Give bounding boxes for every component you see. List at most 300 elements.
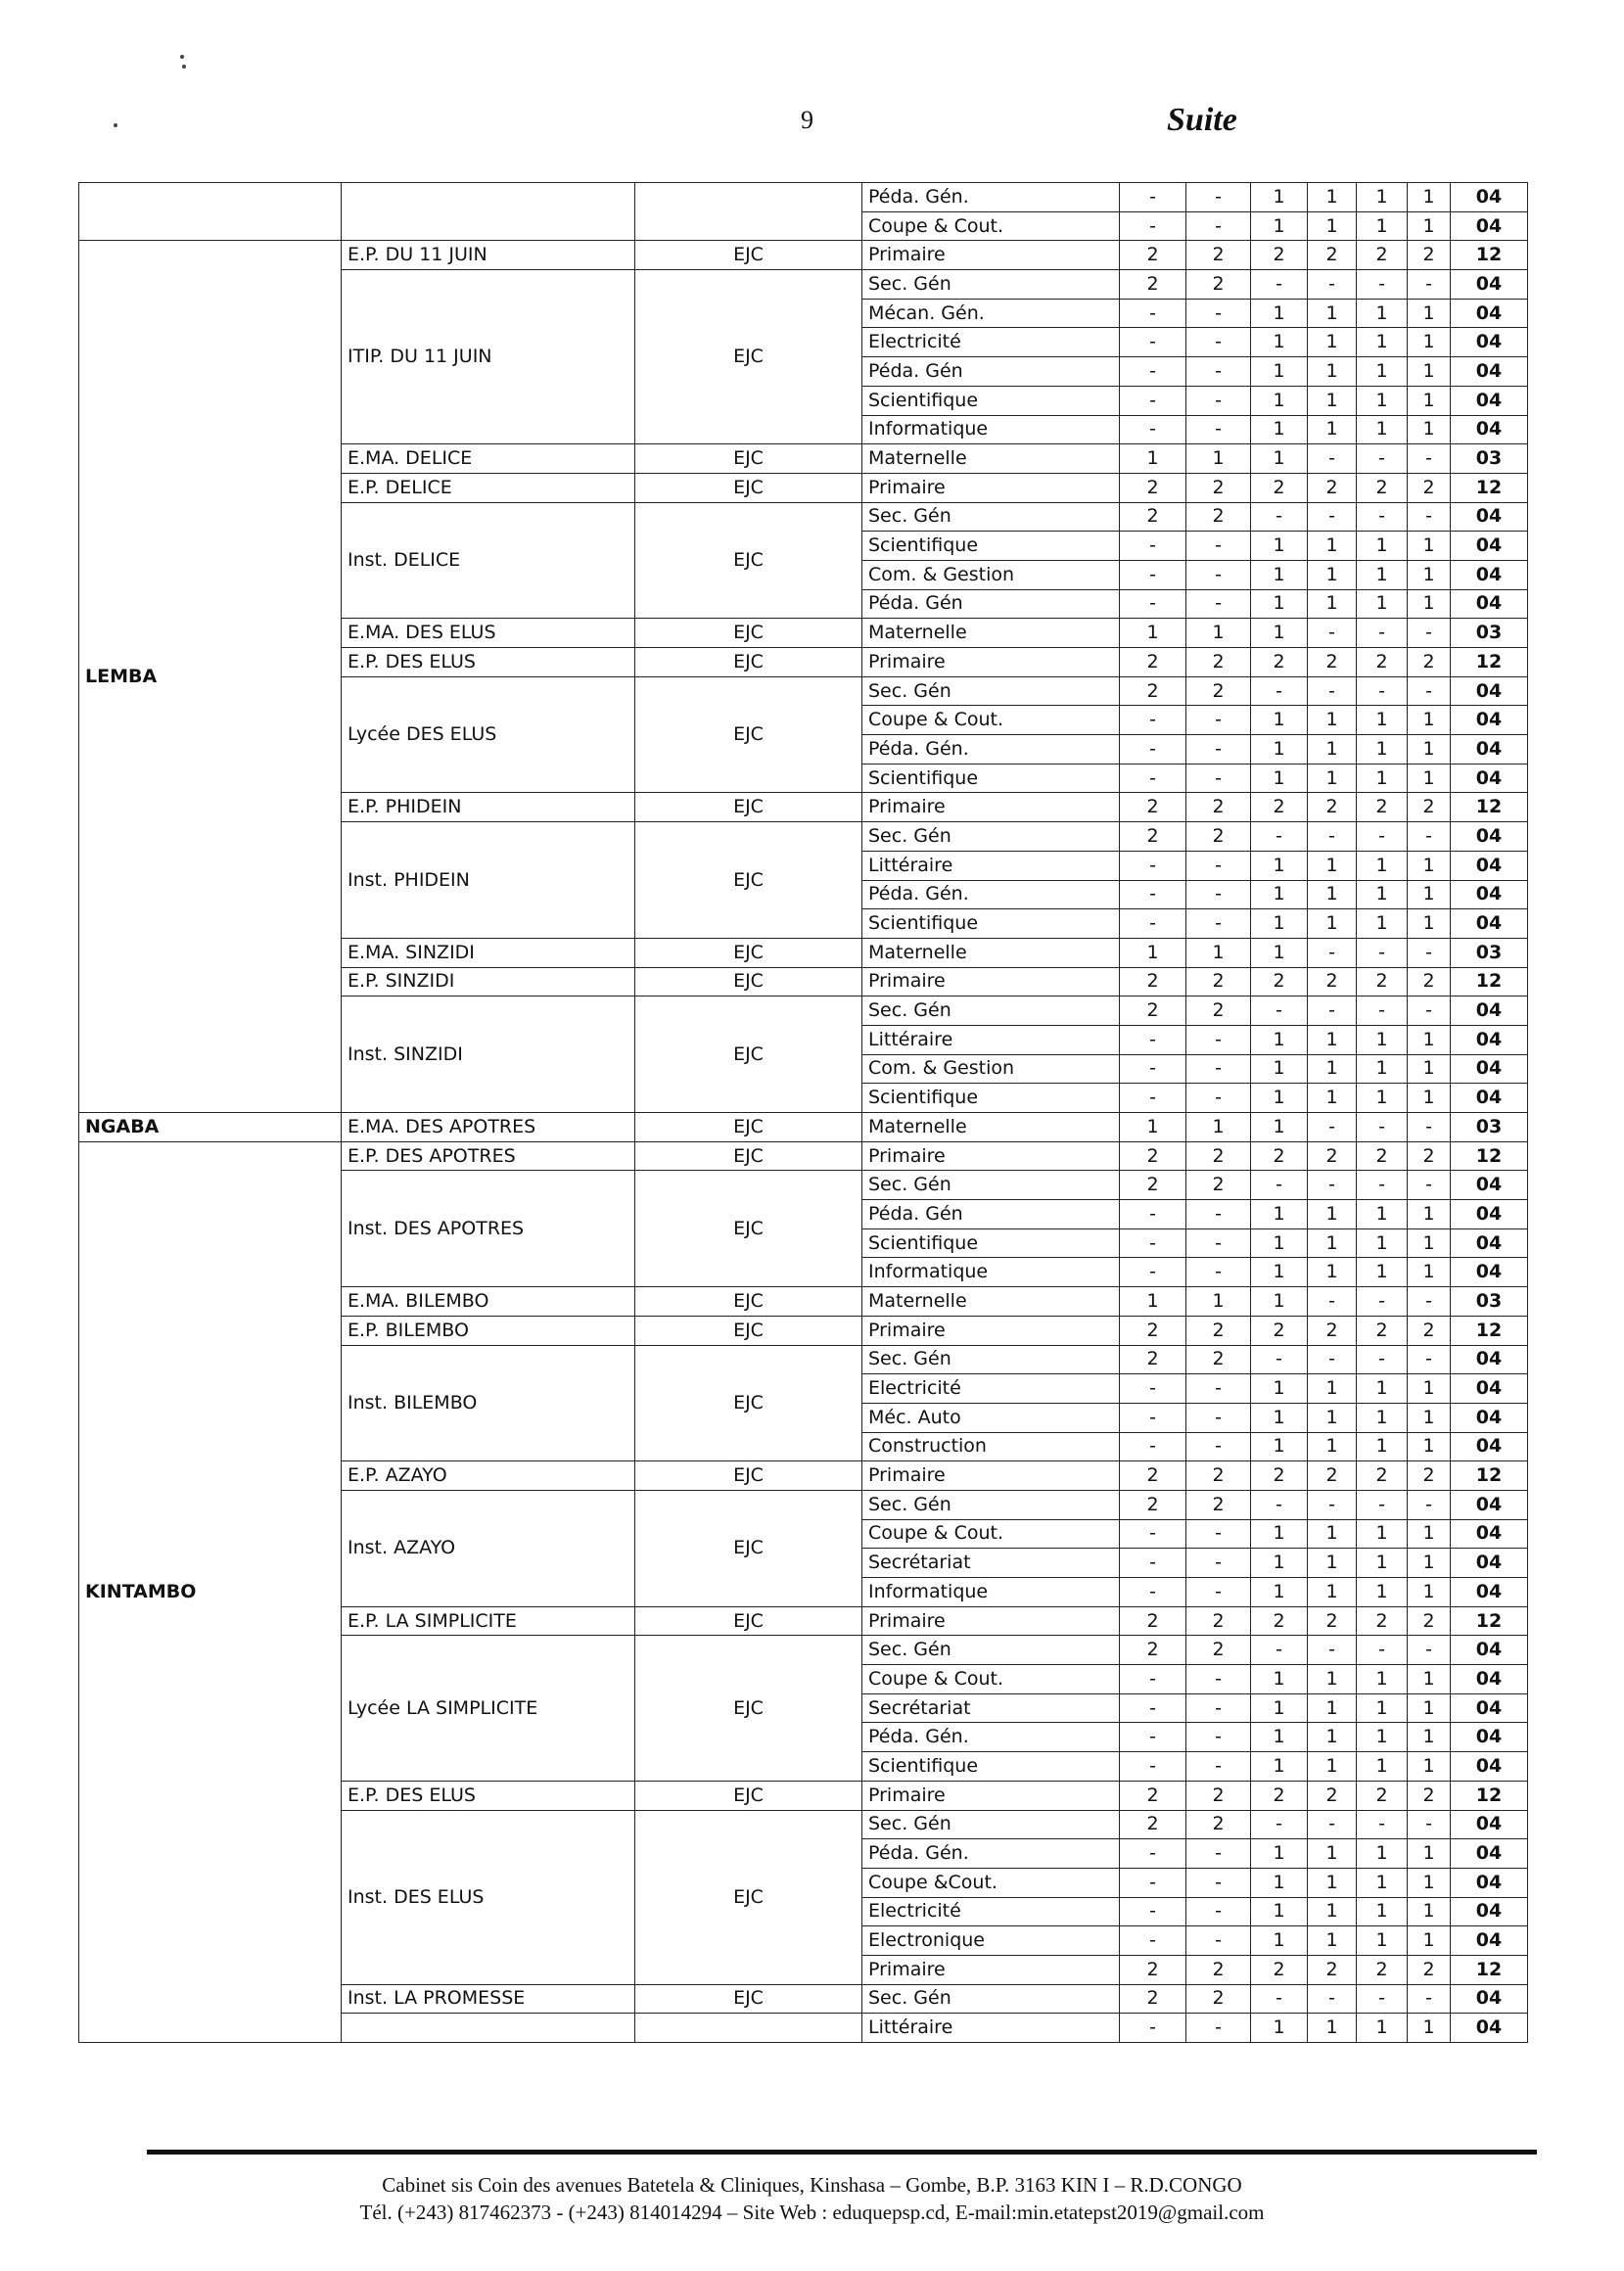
class-count-cell: -	[1408, 1345, 1451, 1374]
class-count-cell: -	[1408, 1636, 1451, 1665]
regime-cell: EJC	[635, 822, 862, 939]
class-count-cell: 1	[1408, 706, 1451, 735]
class-count-cell: -	[1120, 1752, 1186, 1782]
class-count-cell: 2	[1408, 473, 1451, 502]
class-count-cell: -	[1186, 1926, 1251, 1956]
total-cell: 04	[1451, 1839, 1528, 1869]
class-count-cell: 2	[1408, 1955, 1451, 1984]
option-cell: Electricité	[862, 328, 1120, 357]
option-cell: Méc. Auto	[862, 1403, 1120, 1432]
schools-table-body	[79, 183, 1528, 2043]
total-cell: 04	[1451, 1084, 1528, 1113]
school-name-cell: E.MA. SINZIDI	[342, 938, 635, 967]
class-count-cell: 2	[1186, 676, 1251, 706]
class-count-cell: -	[1186, 735, 1251, 765]
option-cell: Electricité	[862, 1374, 1120, 1404]
option-cell: Péda. Gén.	[862, 1839, 1120, 1869]
class-count-cell: -	[1251, 1171, 1308, 1200]
total-cell: 12	[1451, 1955, 1528, 1984]
class-count-cell: 2	[1408, 793, 1451, 822]
class-count-cell: 2	[1120, 1141, 1186, 1171]
class-count-cell: 1	[1357, 1578, 1408, 1607]
class-count-cell: -	[1251, 1345, 1308, 1374]
scan-mark	[114, 123, 117, 127]
class-count-cell: 2	[1308, 473, 1357, 502]
class-count-cell: 1	[1251, 938, 1308, 967]
class-count-cell: 1	[1251, 1752, 1308, 1782]
total-cell: 12	[1451, 793, 1528, 822]
class-count-cell: 1	[1408, 764, 1451, 793]
total-cell: 04	[1451, 1054, 1528, 1084]
total-cell: 04	[1451, 764, 1528, 793]
option-cell: Péda. Gén.	[862, 880, 1120, 909]
class-count-cell: 2	[1357, 1141, 1408, 1171]
class-count-cell: 2	[1251, 1141, 1308, 1171]
scan-mark	[182, 65, 186, 69]
class-count-cell: 2	[1408, 1606, 1451, 1636]
option-cell: Secrétariat	[862, 1693, 1120, 1723]
class-count-cell: 2	[1408, 241, 1451, 270]
class-count-cell: -	[1120, 1549, 1186, 1578]
class-count-cell: 1	[1251, 328, 1308, 357]
class-count-cell: -	[1308, 1490, 1357, 1519]
class-count-cell: 1	[1357, 1665, 1408, 1694]
regime-cell: EJC	[635, 648, 862, 677]
class-count-cell: 2	[1251, 967, 1308, 996]
option-cell: Littéraire	[862, 851, 1120, 880]
class-count-cell: 1	[1308, 211, 1357, 241]
class-count-cell: -	[1186, 1054, 1251, 1084]
total-cell: 03	[1451, 619, 1528, 648]
class-count-cell: -	[1186, 909, 1251, 939]
total-cell: 04	[1451, 2014, 1528, 2043]
regime-cell: EJC	[635, 1316, 862, 1345]
class-count-cell: -	[1408, 502, 1451, 532]
class-count-cell: -	[1120, 909, 1186, 939]
school-name-cell: E.MA. BILEMBO	[342, 1287, 635, 1317]
school-name-cell: E.P. AZAYO	[342, 1461, 635, 1491]
class-count-cell: 1	[1308, 589, 1357, 619]
class-count-cell: 2	[1251, 1316, 1308, 1345]
option-cell: Péda. Gén	[862, 1200, 1120, 1229]
option-cell: Sec. Gén	[862, 1490, 1120, 1519]
class-count-cell: 1	[1251, 909, 1308, 939]
class-count-cell: 1	[1408, 1693, 1451, 1723]
class-count-cell: 2	[1186, 1345, 1251, 1374]
class-count-cell: -	[1308, 1345, 1357, 1374]
class-count-cell: -	[1120, 764, 1186, 793]
total-cell: 04	[1451, 532, 1528, 561]
class-count-cell: 1	[1357, 1200, 1408, 1229]
total-cell: 04	[1451, 1578, 1528, 1607]
class-count-cell: 2	[1408, 1461, 1451, 1491]
regime-cell: EJC	[635, 967, 862, 996]
class-count-cell: -	[1408, 619, 1451, 648]
class-count-cell: -	[1186, 1868, 1251, 1897]
total-cell: 12	[1451, 648, 1528, 677]
class-count-cell: -	[1120, 1025, 1186, 1054]
class-count-cell: 2	[1408, 1141, 1451, 1171]
class-count-cell: 2	[1251, 473, 1308, 502]
class-count-cell: 2	[1186, 967, 1251, 996]
class-count-cell: 1	[1408, 1084, 1451, 1113]
class-count-cell: 1	[1357, 1025, 1408, 1054]
regime-cell: EJC	[635, 1810, 862, 1984]
class-count-cell: 1	[1251, 1228, 1308, 1258]
class-count-cell: 1	[1251, 1432, 1308, 1461]
class-count-cell: 2	[1120, 473, 1186, 502]
class-count-cell: 1	[1251, 1578, 1308, 1607]
class-count-cell: 2	[1357, 1781, 1408, 1810]
class-count-cell: 2	[1120, 793, 1186, 822]
option-cell: Péda. Gén.	[862, 735, 1120, 765]
class-count-cell: 2	[1308, 1955, 1357, 1984]
table-row	[79, 1113, 1528, 1142]
class-count-cell: 1	[1408, 1868, 1451, 1897]
total-cell: 04	[1451, 1636, 1528, 1665]
option-cell: Scientifique	[862, 386, 1120, 415]
option-cell: Maternelle	[862, 444, 1120, 474]
option-cell: Primaire	[862, 1955, 1120, 1984]
class-count-cell: 2	[1186, 1810, 1251, 1839]
option-cell: Maternelle	[862, 1113, 1120, 1142]
total-cell: 03	[1451, 1113, 1528, 1142]
class-count-cell: 1	[1308, 1723, 1357, 1752]
class-count-cell: 2	[1186, 473, 1251, 502]
class-count-cell: 1	[1251, 1403, 1308, 1432]
option-cell: Primaire	[862, 241, 1120, 270]
class-count-cell: 2	[1251, 648, 1308, 677]
total-cell: 04	[1451, 1519, 1528, 1549]
class-count-cell: -	[1186, 1432, 1251, 1461]
class-count-cell: 1	[1251, 386, 1308, 415]
class-count-cell: 1	[1357, 1549, 1408, 1578]
school-name-cell: E.P. DELICE	[342, 473, 635, 502]
class-count-cell: -	[1120, 328, 1186, 357]
class-count-cell: 1	[1408, 1025, 1451, 1054]
class-count-cell: -	[1308, 938, 1357, 967]
class-count-cell: -	[1186, 1228, 1251, 1258]
class-count-cell: -	[1308, 1287, 1357, 1317]
class-count-cell: -	[1186, 1200, 1251, 1229]
class-count-cell: 1	[1308, 1868, 1357, 1897]
option-cell: Primaire	[862, 967, 1120, 996]
class-count-cell: -	[1186, 764, 1251, 793]
class-count-cell: 1	[1408, 880, 1451, 909]
class-count-cell: 2	[1120, 1490, 1186, 1519]
option-cell: Construction	[862, 1432, 1120, 1461]
class-count-cell: 1	[1251, 1025, 1308, 1054]
class-count-cell: 1	[1357, 909, 1408, 939]
class-count-cell: 2	[1357, 967, 1408, 996]
class-count-cell: 2	[1120, 967, 1186, 996]
class-count-cell: -	[1186, 851, 1251, 880]
option-cell: Scientifique	[862, 1228, 1120, 1258]
table-row	[79, 183, 1528, 212]
class-count-cell: 1	[1308, 1693, 1357, 1723]
class-count-cell: 1	[1251, 1693, 1308, 1723]
class-count-cell: -	[1186, 1374, 1251, 1404]
option-cell: Scientifique	[862, 764, 1120, 793]
class-count-cell: -	[1120, 1665, 1186, 1694]
class-count-cell: 1	[1251, 183, 1308, 212]
total-cell: 04	[1451, 270, 1528, 300]
class-count-cell: 1	[1408, 211, 1451, 241]
class-count-cell: 1	[1357, 299, 1408, 328]
option-cell: Primaire	[862, 1141, 1120, 1171]
class-count-cell: 2	[1120, 996, 1186, 1026]
class-count-cell: -	[1186, 1519, 1251, 1549]
total-cell: 04	[1451, 560, 1528, 589]
total-cell: 12	[1451, 1316, 1528, 1345]
school-name-cell: Inst. LA PROMESSE	[342, 1984, 635, 2014]
class-count-cell: 1	[1357, 183, 1408, 212]
class-count-cell: 1	[1308, 532, 1357, 561]
class-count-cell: 1	[1251, 1519, 1308, 1549]
class-count-cell: 1	[1251, 211, 1308, 241]
class-count-cell: -	[1357, 1490, 1408, 1519]
class-count-cell: 2	[1251, 1461, 1308, 1491]
total-cell: 04	[1451, 1374, 1528, 1404]
class-count-cell: 1	[1308, 1926, 1357, 1956]
class-count-cell: 1	[1186, 938, 1251, 967]
class-count-cell: -	[1186, 1752, 1251, 1782]
class-count-cell: 2	[1186, 241, 1251, 270]
class-count-cell: -	[1186, 183, 1251, 212]
school-name-cell: Inst. BILEMBO	[342, 1345, 635, 1461]
total-cell: 12	[1451, 967, 1528, 996]
class-count-cell: 2	[1308, 1606, 1357, 1636]
class-count-cell: 2	[1308, 793, 1357, 822]
option-cell: Electricité	[862, 1897, 1120, 1926]
class-count-cell: -	[1186, 1723, 1251, 1752]
school-name-cell: E.P. DES ELUS	[342, 648, 635, 677]
class-count-cell: 1	[1357, 1228, 1408, 1258]
class-count-cell: 2	[1120, 1636, 1186, 1665]
total-cell: 04	[1451, 909, 1528, 939]
class-count-cell: 1	[1408, 1578, 1451, 1607]
class-count-cell: 2	[1186, 1606, 1251, 1636]
class-count-cell: 1	[1308, 764, 1357, 793]
regime-cell: EJC	[635, 996, 862, 1113]
option-cell: Sec. Gén	[862, 676, 1120, 706]
class-count-cell: -	[1186, 2014, 1251, 2043]
total-cell: 04	[1451, 1868, 1528, 1897]
school-name-cell: Inst. PHIDEIN	[342, 822, 635, 939]
table-row	[79, 1141, 1528, 1171]
class-count-cell: 1	[1308, 1228, 1357, 1258]
class-count-cell: 2	[1186, 996, 1251, 1026]
class-count-cell: -	[1357, 822, 1408, 852]
class-count-cell: -	[1357, 1171, 1408, 1200]
class-count-cell: 1	[1251, 532, 1308, 561]
option-cell: Primaire	[862, 1316, 1120, 1345]
class-count-cell: -	[1408, 676, 1451, 706]
school-name-cell: E.P. DES ELUS	[342, 1781, 635, 1810]
class-count-cell: 2	[1120, 241, 1186, 270]
class-count-cell: -	[1186, 328, 1251, 357]
class-count-cell: -	[1408, 1287, 1451, 1317]
option-cell: Informatique	[862, 1258, 1120, 1287]
school-name-cell	[342, 2014, 635, 2043]
class-count-cell: 1	[1408, 909, 1451, 939]
total-cell: 04	[1451, 183, 1528, 212]
class-count-cell: -	[1251, 996, 1308, 1026]
class-count-cell: 2	[1120, 1810, 1186, 1839]
class-count-cell: -	[1120, 1258, 1186, 1287]
class-count-cell: 1	[1357, 415, 1408, 444]
option-cell: Primaire	[862, 1781, 1120, 1810]
class-count-cell: -	[1408, 1113, 1451, 1142]
class-count-cell: 2	[1186, 502, 1251, 532]
class-count-cell: 1	[1357, 1693, 1408, 1723]
regime-cell	[635, 2014, 862, 2043]
class-count-cell: -	[1186, 299, 1251, 328]
class-count-cell: -	[1186, 1403, 1251, 1432]
class-count-cell: -	[1120, 299, 1186, 328]
option-cell: Electronique	[862, 1926, 1120, 1956]
total-cell: 04	[1451, 1171, 1528, 1200]
class-count-cell: -	[1357, 444, 1408, 474]
class-count-cell: -	[1186, 1839, 1251, 1869]
class-count-cell: 2	[1308, 1316, 1357, 1345]
class-count-cell: 2	[1120, 502, 1186, 532]
footer-address: Cabinet sis Coin des avenues Batetela & Cliniques, Kinshasa – Gombe, B.P. 3163 KIN I – R.D.CONGO	[382, 2173, 1242, 2197]
class-count-cell: -	[1186, 1578, 1251, 1607]
class-count-cell: -	[1357, 1984, 1408, 2014]
class-count-cell: -	[1357, 502, 1408, 532]
class-count-cell: 2	[1186, 1141, 1251, 1171]
class-count-cell: 1	[1357, 1839, 1408, 1869]
regime-cell: EJC	[635, 473, 862, 502]
class-count-cell: -	[1186, 560, 1251, 589]
class-count-cell: -	[1408, 1810, 1451, 1839]
class-count-cell: 1	[1357, 1723, 1408, 1752]
class-count-cell: 2	[1120, 648, 1186, 677]
total-cell: 04	[1451, 1432, 1528, 1461]
class-count-cell: -	[1251, 502, 1308, 532]
class-count-cell: -	[1251, 676, 1308, 706]
class-count-cell: 1	[1308, 1897, 1357, 1926]
option-cell: Maternelle	[862, 1287, 1120, 1317]
school-name-cell: Lycée LA SIMPLICITE	[342, 1636, 635, 1781]
total-cell: 12	[1451, 1781, 1528, 1810]
option-cell: Coupe & Cout.	[862, 1665, 1120, 1694]
total-cell: 04	[1451, 880, 1528, 909]
class-count-cell: -	[1186, 880, 1251, 909]
class-count-cell: -	[1120, 183, 1186, 212]
class-count-cell: 1	[1408, 1723, 1451, 1752]
regime-cell: EJC	[635, 1781, 862, 1810]
class-count-cell: -	[1120, 415, 1186, 444]
class-count-cell: 1	[1308, 1374, 1357, 1404]
option-cell: Coupe & Cout.	[862, 211, 1120, 241]
class-count-cell: 1	[1308, 735, 1357, 765]
class-count-cell: 1	[1408, 532, 1451, 561]
class-count-cell: 1	[1120, 1113, 1186, 1142]
regime-cell: EJC	[635, 1345, 862, 1461]
class-count-cell: 1	[1308, 1258, 1357, 1287]
class-count-cell: -	[1357, 996, 1408, 1026]
total-cell: 04	[1451, 706, 1528, 735]
option-cell: Primaire	[862, 1606, 1120, 1636]
class-count-cell: 1	[1308, 909, 1357, 939]
class-count-cell: 2	[1357, 1461, 1408, 1491]
total-cell: 04	[1451, 1403, 1528, 1432]
class-count-cell: 2	[1186, 1781, 1251, 1810]
class-count-cell: 1	[1408, 1228, 1451, 1258]
total-cell: 04	[1451, 328, 1528, 357]
class-count-cell: 1	[1308, 560, 1357, 589]
continuation-mark: Suite	[1167, 102, 1237, 138]
class-count-cell: 1	[1357, 560, 1408, 589]
class-count-cell: 1	[1357, 386, 1408, 415]
class-count-cell: -	[1120, 1519, 1186, 1549]
option-cell: Informatique	[862, 1578, 1120, 1607]
class-count-cell: -	[1120, 532, 1186, 561]
regime-cell: EJC	[635, 1490, 862, 1606]
class-count-cell: 1	[1186, 619, 1251, 648]
class-count-cell: 1	[1408, 1752, 1451, 1782]
total-cell: 04	[1451, 1345, 1528, 1374]
class-count-cell: 1	[1408, 1258, 1451, 1287]
total-cell: 04	[1451, 1926, 1528, 1956]
option-cell: Coupe & Cout.	[862, 706, 1120, 735]
commune-cell: KINTAMBO	[79, 1141, 342, 2042]
class-count-cell: -	[1408, 996, 1451, 1026]
class-count-cell: -	[1186, 386, 1251, 415]
class-count-cell: -	[1308, 1636, 1357, 1665]
class-count-cell: -	[1120, 1432, 1186, 1461]
class-count-cell: -	[1120, 1723, 1186, 1752]
class-count-cell: 1	[1408, 357, 1451, 387]
class-count-cell: 2	[1186, 822, 1251, 852]
regime-cell: EJC	[635, 1984, 862, 2014]
class-count-cell: 2	[1408, 648, 1451, 677]
regime-cell: EJC	[635, 619, 862, 648]
total-cell: 03	[1451, 938, 1528, 967]
class-count-cell: 1	[1308, 1403, 1357, 1432]
regime-cell: EJC	[635, 241, 862, 270]
class-count-cell: 1	[1186, 1113, 1251, 1142]
class-count-cell: 1	[1308, 1519, 1357, 1549]
regime-cell: EJC	[635, 444, 862, 474]
class-count-cell: -	[1120, 880, 1186, 909]
class-count-cell: 2	[1251, 241, 1308, 270]
schools-table	[78, 182, 1528, 2043]
class-count-cell: 2	[1120, 1461, 1186, 1491]
class-count-cell: -	[1120, 1868, 1186, 1897]
class-count-cell: 2	[1186, 1316, 1251, 1345]
class-count-cell: -	[1408, 822, 1451, 852]
class-count-cell: 1	[1251, 2014, 1308, 2043]
class-count-cell: 1	[1251, 880, 1308, 909]
school-name-cell: E.P. BILEMBO	[342, 1316, 635, 1345]
option-cell: Sec. Gén	[862, 1636, 1120, 1665]
class-count-cell: 1	[1357, 1054, 1408, 1084]
class-count-cell: -	[1120, 851, 1186, 880]
class-count-cell: 1	[1308, 1084, 1357, 1113]
class-count-cell: 1	[1308, 1025, 1357, 1054]
option-cell: Mécan. Gén.	[862, 299, 1120, 328]
total-cell: 04	[1451, 1810, 1528, 1839]
class-count-cell: 1	[1308, 1054, 1357, 1084]
class-count-cell: -	[1408, 938, 1451, 967]
class-count-cell: 1	[1251, 1926, 1308, 1956]
total-cell: 04	[1451, 211, 1528, 241]
class-count-cell: -	[1251, 270, 1308, 300]
option-cell: Primaire	[862, 473, 1120, 502]
